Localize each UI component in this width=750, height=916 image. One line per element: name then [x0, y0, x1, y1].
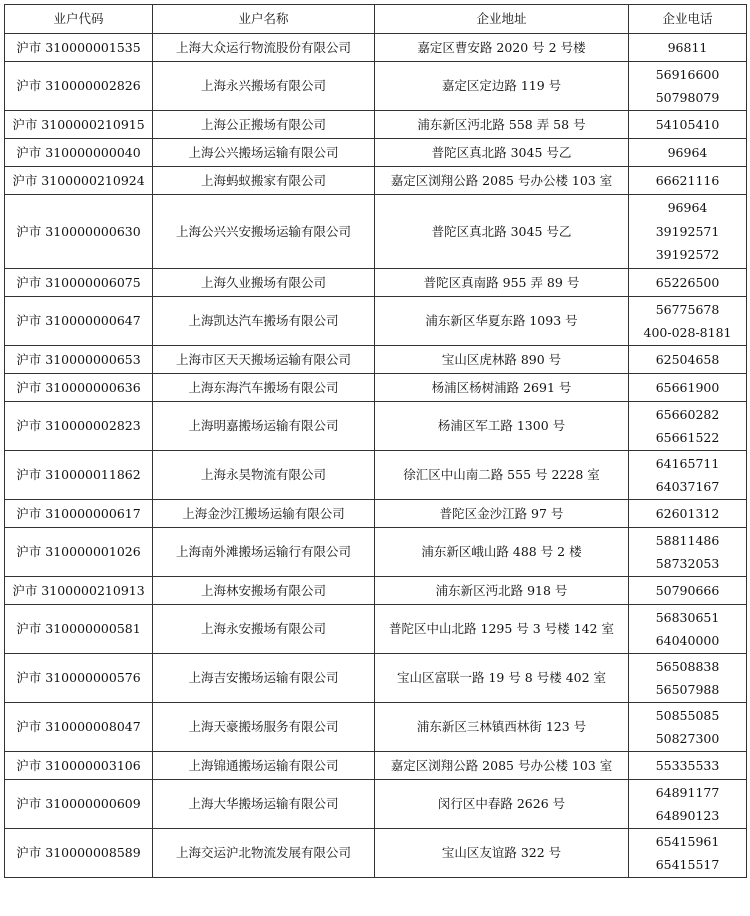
header-name: 业户名称 [153, 5, 375, 34]
cell-phone [629, 780, 747, 829]
cell-phone [629, 297, 747, 346]
cell-code: 沪市 310000011862 [5, 451, 153, 500]
cell-address: 杨浦区杨树浦路 2691 号 [375, 374, 629, 402]
cell-name: 上海公兴兴安搬场运输有限公司 [153, 195, 375, 269]
cell-name: 上海永兴搬场有限公司 [153, 62, 375, 111]
cell-phone [629, 402, 747, 451]
cell-address: 宝山区虎林路 890 号 [375, 346, 629, 374]
phone-number: 56830651 [655, 609, 720, 625]
table-row [5, 346, 747, 374]
table-row [5, 528, 747, 577]
phone-number: 96811 [667, 39, 708, 55]
cell-name: 上海大众运行物流股份有限公司 [153, 34, 375, 62]
phone-number: 65415517 [655, 857, 720, 872]
cell-address: 浦东新区华夏东路 1093 号 [375, 297, 629, 346]
phone-number: 62504658 [655, 351, 720, 367]
cell-address: 嘉定区浏翔公路 2085 号办公楼 103 室 [375, 167, 629, 195]
cell-code: 沪市 310000006075 [5, 269, 153, 297]
cell-name: 上海永安搬场有限公司 [153, 605, 375, 654]
cell-name: 上海公兴搬场运输有限公司 [153, 139, 375, 167]
header-row [5, 5, 747, 34]
table-row [5, 451, 747, 500]
phone-number: 50790666 [655, 582, 720, 598]
cell-phone [629, 577, 747, 605]
cell-name: 上海市区天天搬场运输有限公司 [153, 346, 375, 374]
header-address: 企业地址 [375, 5, 629, 34]
cell-code: 沪市 310000001026 [5, 528, 153, 577]
cell-phone [629, 451, 747, 500]
table-row [5, 111, 747, 139]
cell-name: 上海公正搬场有限公司 [153, 111, 375, 139]
cell-code: 沪市 310000000609 [5, 780, 153, 829]
cell-name: 上海蚂蚁搬家有限公司 [153, 167, 375, 195]
header-code: 业户代码 [5, 5, 153, 34]
cell-phone [629, 752, 747, 780]
table-row [5, 780, 747, 829]
table-header [5, 5, 747, 34]
phone-number: 65661900 [655, 379, 720, 395]
cell-code: 沪市 310000000630 [5, 195, 153, 269]
cell-phone [629, 139, 747, 167]
cell-code: 沪市 310000008589 [5, 829, 153, 878]
cell-phone [629, 195, 747, 269]
cell-phone [629, 374, 747, 402]
cell-code: 沪市 310000008047 [5, 703, 153, 752]
phone-number: 58732053 [655, 556, 720, 571]
phone-number: 400-028-8181 [643, 325, 732, 340]
cell-address: 嘉定区定边路 119 号 [375, 62, 629, 111]
phone-number: 65661522 [655, 430, 720, 445]
cell-code: 沪市 310000000653 [5, 346, 153, 374]
cell-phone [629, 605, 747, 654]
cell-code: 沪市 3100000210915 [5, 111, 153, 139]
cell-name: 上海吉安搬场运输有限公司 [153, 654, 375, 703]
cell-name: 上海天豪搬场服务有限公司 [153, 703, 375, 752]
cell-code: 沪市 3100000210924 [5, 167, 153, 195]
cell-code: 沪市 310000000647 [5, 297, 153, 346]
table-row [5, 297, 747, 346]
cell-name: 上海明嘉搬场运输有限公司 [153, 402, 375, 451]
cell-code: 沪市 310000000581 [5, 605, 153, 654]
phone-number: 56508838 [655, 658, 720, 674]
cell-code: 沪市 310000000040 [5, 139, 153, 167]
cell-address: 普陀区真南路 955 弄 89 号 [375, 269, 629, 297]
cell-code: 沪市 310000003106 [5, 752, 153, 780]
cell-address: 宝山区友谊路 322 号 [375, 829, 629, 878]
table-row [5, 500, 747, 528]
cell-code: 沪市 310000000636 [5, 374, 153, 402]
cell-name: 上海金沙江搬场运输有限公司 [153, 500, 375, 528]
cell-name: 上海东海汽车搬场有限公司 [153, 374, 375, 402]
cell-code: 沪市 310000000617 [5, 500, 153, 528]
cell-name: 上海大华搬场运输有限公司 [153, 780, 375, 829]
cell-name: 上海交运沪北物流发展有限公司 [153, 829, 375, 878]
phone-number: 64165711 [655, 455, 720, 471]
phone-number: 54105410 [655, 116, 720, 132]
cell-phone [629, 62, 747, 111]
cell-phone [629, 829, 747, 878]
cell-address: 普陀区真北路 3045 号乙 [375, 139, 629, 167]
table-row [5, 654, 747, 703]
cell-address: 嘉定区曹安路 2020 号 2 号楼 [375, 34, 629, 62]
cell-phone [629, 167, 747, 195]
cell-name: 上海南外滩搬场运输行有限公司 [153, 528, 375, 577]
table-body [5, 34, 747, 878]
phone-number: 66621116 [655, 172, 720, 188]
cell-name: 上海凯达汽车搬场有限公司 [153, 297, 375, 346]
cell-phone [629, 528, 747, 577]
phone-number: 56916600 [655, 66, 720, 82]
phone-number: 64890123 [655, 808, 720, 823]
cell-code: 沪市 310000000576 [5, 654, 153, 703]
phone-number: 39192571 [655, 223, 720, 239]
header-phone: 企业电话 [629, 5, 747, 34]
cell-address: 徐汇区中山南二路 555 号 2228 室 [375, 451, 629, 500]
phone-number: 65226500 [655, 274, 720, 290]
table-row [5, 605, 747, 654]
cell-code: 沪市 3100000210913 [5, 577, 153, 605]
phone-number: 56775678 [655, 301, 720, 317]
phone-number: 64037167 [655, 479, 720, 494]
cell-name: 上海永昊物流有限公司 [153, 451, 375, 500]
cell-name: 上海林安搬场有限公司 [153, 577, 375, 605]
phone-number: 62601312 [655, 505, 720, 521]
phone-number: 65415961 [655, 833, 720, 849]
table-row [5, 402, 747, 451]
cell-code: 沪市 310000002823 [5, 402, 153, 451]
cell-phone [629, 703, 747, 752]
phone-number: 50855085 [655, 707, 720, 723]
phone-number: 55335533 [655, 757, 720, 773]
table-row [5, 752, 747, 780]
cell-address: 嘉定区浏翔公路 2085 号办公楼 103 室 [375, 752, 629, 780]
cell-address: 浦东新区沔北路 558 弄 58 号 [375, 111, 629, 139]
cell-code: 沪市 310000002826 [5, 62, 153, 111]
cell-phone [629, 34, 747, 62]
phone-number: 50827300 [655, 731, 720, 746]
table-row [5, 703, 747, 752]
cell-address: 浦东新区沔北路 918 号 [375, 577, 629, 605]
cell-name: 上海久业搬场有限公司 [153, 269, 375, 297]
cell-address: 宝山区富联一路 19 号 8 号楼 402 室 [375, 654, 629, 703]
table-row [5, 62, 747, 111]
table-row [5, 829, 747, 878]
cell-phone [629, 654, 747, 703]
cell-phone [629, 269, 747, 297]
phone-number: 39192572 [655, 247, 720, 263]
cell-address: 杨浦区军工路 1300 号 [375, 402, 629, 451]
cell-phone [629, 111, 747, 139]
cell-address: 普陀区中山北路 1295 号 3 号楼 142 室 [375, 605, 629, 654]
phone-number: 58811486 [655, 532, 720, 548]
phone-number: 50798079 [655, 90, 720, 105]
table-row [5, 34, 747, 62]
cell-phone [629, 500, 747, 528]
cell-code: 沪市 310000001535 [5, 34, 153, 62]
phone-number: 96964 [667, 200, 708, 216]
cell-address: 普陀区金沙江路 97 号 [375, 500, 629, 528]
cell-name: 上海锦通搬场运输有限公司 [153, 752, 375, 780]
table-row [5, 139, 747, 167]
phone-number: 64040000 [655, 633, 720, 648]
phone-number: 65660282 [655, 406, 720, 422]
table-row [5, 374, 747, 402]
cell-phone [629, 346, 747, 374]
cell-address: 闵行区中春路 2626 号 [375, 780, 629, 829]
cell-address: 普陀区真北路 3045 号乙 [375, 195, 629, 269]
table-row [5, 269, 747, 297]
phone-number: 96964 [667, 144, 708, 160]
table-row [5, 195, 747, 269]
cell-address: 浦东新区峨山路 488 号 2 楼 [375, 528, 629, 577]
phone-number: 56507988 [655, 682, 720, 697]
table-row [5, 577, 747, 605]
cell-address: 浦东新区三林镇西林街 123 号 [375, 703, 629, 752]
company-table [4, 4, 747, 878]
phone-number: 64891177 [655, 784, 720, 800]
table-row [5, 167, 747, 195]
